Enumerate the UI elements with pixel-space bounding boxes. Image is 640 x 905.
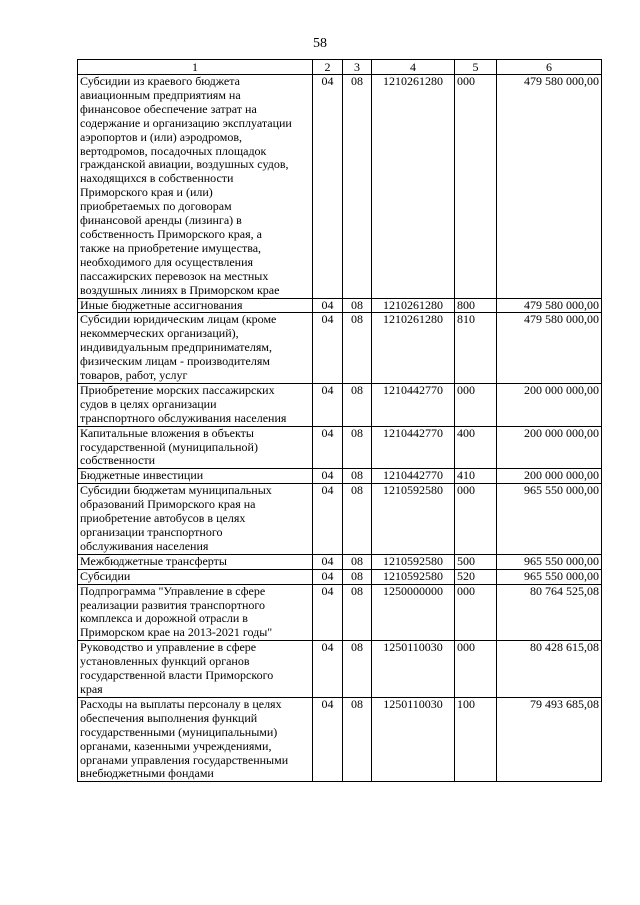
table-row xyxy=(78,569,602,584)
table-row xyxy=(78,383,602,426)
column-header: 5 xyxy=(455,60,497,75)
section-code: 04 xyxy=(313,383,343,426)
section-code: 04 xyxy=(313,569,343,584)
amount: 479 580 000,00 xyxy=(497,298,602,313)
section-code: 04 xyxy=(313,641,343,698)
table-header-row xyxy=(78,60,602,75)
amount: 200 000 000,00 xyxy=(497,426,602,469)
subsection-code: 08 xyxy=(343,569,372,584)
expense-type-code: 800 xyxy=(455,298,497,313)
subsection-code: 08 xyxy=(343,426,372,469)
subsection-code: 08 xyxy=(343,298,372,313)
subsection-code: 08 xyxy=(343,313,372,384)
subsection-code: 08 xyxy=(343,383,372,426)
target-article-code: 1210592580 xyxy=(372,484,455,555)
column-header: 2 xyxy=(313,60,343,75)
target-article-code: 1250110030 xyxy=(372,697,455,781)
target-article-code: 1210592580 xyxy=(372,554,455,569)
expense-type-code: 000 xyxy=(455,383,497,426)
expense-type-code: 000 xyxy=(455,484,497,555)
expense-type-code: 810 xyxy=(455,313,497,384)
section-code: 04 xyxy=(313,298,343,313)
expense-type-code: 000 xyxy=(455,584,497,641)
section-code: 04 xyxy=(313,313,343,384)
expense-name: Субсидии юридическим лицам (кроме некоммерческих организаций), индивидуальным предпринимателям, физическим лицам - производителям товаров, работ, услуг xyxy=(78,313,313,384)
amount: 80 764 525,08 xyxy=(497,584,602,641)
amount: 965 550 000,00 xyxy=(497,554,602,569)
target-article-code: 1210442770 xyxy=(372,426,455,469)
target-article-code: 1210261280 xyxy=(372,313,455,384)
expense-type-code: 400 xyxy=(455,426,497,469)
section-code: 04 xyxy=(313,75,343,299)
column-header: 3 xyxy=(343,60,372,75)
section-code: 04 xyxy=(313,484,343,555)
table-row xyxy=(78,484,602,555)
expense-type-code: 410 xyxy=(455,469,497,484)
subsection-code: 08 xyxy=(343,584,372,641)
expense-name: Субсидии бюджетам муниципальных образований Приморского края на приобретение автобусов в целях организации транспортного обслуживания населения xyxy=(78,484,313,555)
expense-type-code: 520 xyxy=(455,569,497,584)
subsection-code: 08 xyxy=(343,469,372,484)
column-header: 1 xyxy=(78,60,313,75)
subsection-code: 08 xyxy=(343,641,372,698)
amount: 965 550 000,00 xyxy=(497,569,602,584)
column-header: 4 xyxy=(372,60,455,75)
table-row xyxy=(78,554,602,569)
table-row xyxy=(78,584,602,641)
table-row xyxy=(78,298,602,313)
subsection-code: 08 xyxy=(343,484,372,555)
expense-type-code: 000 xyxy=(455,641,497,698)
subsection-code: 08 xyxy=(343,554,372,569)
expense-name: Межбюджетные трансферты xyxy=(78,554,313,569)
expense-name: Бюджетные инвестиции xyxy=(78,469,313,484)
column-header: 6 xyxy=(497,60,602,75)
table-row xyxy=(78,697,602,781)
amount: 79 493 685,08 xyxy=(497,697,602,781)
amount: 479 580 000,00 xyxy=(497,75,602,299)
amount: 200 000 000,00 xyxy=(497,469,602,484)
amount: 80 428 615,08 xyxy=(497,641,602,698)
expense-type-code: 500 xyxy=(455,554,497,569)
expense-name: Субсидии из краевого бюджета авиационным предприятиям на финансовое обеспечение затрат на содержание и организацию эксплуатации аэропортов и (или) аэродромов, вертодромов, посадочных площадок гражданской авиации, воздушных судов, находящихся в собственности Приморского края и (или) приобретаемых по договорам финансовой аренды (лизинга) в собственность Приморского края, а также на приобретение имущества, необходимого для осуществления пассажирских перевозок на местных воздушных линиях в Приморском крае xyxy=(78,75,313,299)
section-code: 04 xyxy=(313,469,343,484)
section-code: 04 xyxy=(313,584,343,641)
page-number: 58 xyxy=(313,36,327,51)
target-article-code: 1250110030 xyxy=(372,641,455,698)
target-article-code: 1210442770 xyxy=(372,469,455,484)
amount: 479 580 000,00 xyxy=(497,313,602,384)
expense-name: Субсидии xyxy=(78,569,313,584)
target-article-code: 1210442770 xyxy=(372,383,455,426)
expense-name: Расходы на выплаты персоналу в целях обеспечения выполнения функций государственными (муниципальными) органами, казенными учреждениями, органами управления государственными внебюджетными фондами xyxy=(78,697,313,781)
expense-name: Подпрограмма "Управление в сфере реализации развития транспортного комплекса и дорожной отрасли в Приморском крае на 2013-2021 годы" xyxy=(78,584,313,641)
subsection-code: 08 xyxy=(343,75,372,299)
section-code: 04 xyxy=(313,697,343,781)
section-code: 04 xyxy=(313,554,343,569)
expense-name: Иные бюджетные ассигнования xyxy=(78,298,313,313)
target-article-code: 1210261280 xyxy=(372,298,455,313)
expense-type-code: 100 xyxy=(455,697,497,781)
section-code: 04 xyxy=(313,426,343,469)
table-row xyxy=(78,641,602,698)
table-row xyxy=(78,75,602,299)
amount: 965 550 000,00 xyxy=(497,484,602,555)
amount: 200 000 000,00 xyxy=(497,383,602,426)
target-article-code: 1210592580 xyxy=(372,569,455,584)
expense-name: Руководство и управление в сфере установленных функций органов государственной власти Приморского края xyxy=(78,641,313,698)
table-row xyxy=(78,313,602,384)
target-article-code: 1210261280 xyxy=(372,75,455,299)
table-row xyxy=(78,426,602,469)
expense-type-code: 000 xyxy=(455,75,497,299)
budget-table xyxy=(77,59,602,782)
expense-name: Капитальные вложения в объекты государственной (муниципальной) собственности xyxy=(78,426,313,469)
expense-name: Приобретение морских пассажирских судов в целях организации транспортного обслуживания населения xyxy=(78,383,313,426)
target-article-code: 1250000000 xyxy=(372,584,455,641)
subsection-code: 08 xyxy=(343,697,372,781)
table-row xyxy=(78,469,602,484)
